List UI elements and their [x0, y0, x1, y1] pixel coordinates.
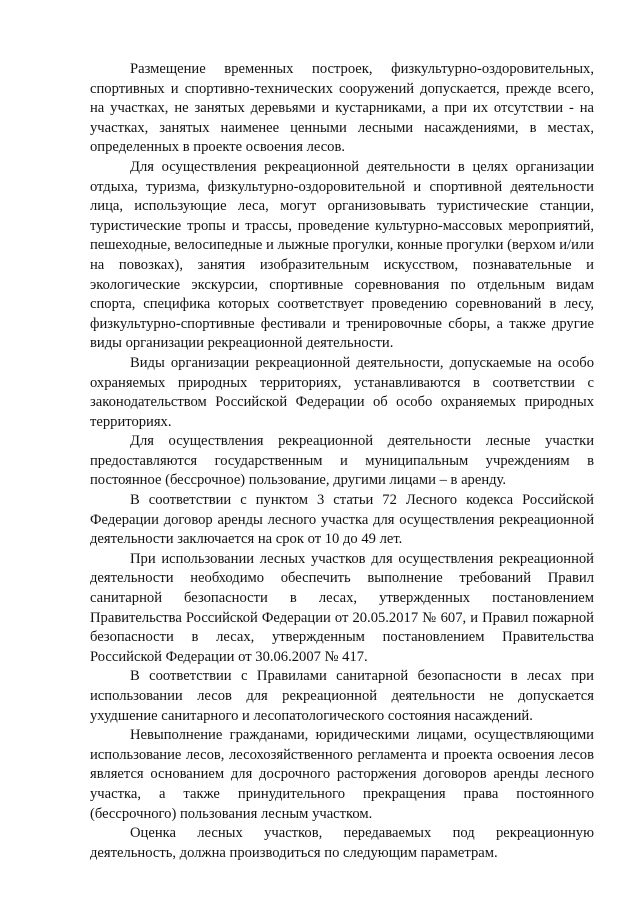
- paragraph-lease-term: В соответствии с пунктом 3 статьи 72 Лесного кодекса Российской Федерации договор аренды лесного участка для осуществления рекреационной деятельности заключается на срок от 10 до 49 лет.: [90, 492, 594, 548]
- paragraph-temporary-structures: Размещение временных построек, физкультурно-оздоровительных, спортивных и спортивно-технических сооружений допускается, прежде всего, на участках, не занятых деревьями и кустарниками, а при их отсутствии - на участках, занятых наименее ценными лесными насаждениями, в местах, определенных в проекте освоения лесов.: [90, 61, 594, 156]
- paragraph-protected-territories: Виды организации рекреационной деятельности, допускаемые на особо охраняемых природных территориях, устанавливаются в соответствии с законодательством Российской Федерации об особо охраняемых природных территориях.: [90, 354, 594, 430]
- document-page: [90, 60, 594, 863]
- paragraph-safety-rules: При использовании лесных участков для осуществления рекреационной деятельности необходимо обеспечить выполнение требований Правил санитарной безопасности в лесах, утвержденных постановлением Правительства Российской Федерации от 20.05.2017 № 607, и Правил пожарной безопасности в лесах, утвержденным постановлением Правительства Российской Федерации от 30.06.2007 № 417.: [90, 550, 594, 665]
- paragraph-assessment-parameters: Оценка лесных участков, передаваемых под рекреационную деятельность, должна производиться по следующим параметрам.: [90, 825, 594, 861]
- paragraph-land-provision: Для осуществления рекреационной деятельности лесные участки предоставляются государственным и муниципальным учреждениям в постоянное (бессрочное) пользование, другими лицами – в аренду.: [90, 433, 594, 489]
- paragraph-recreation-activities: Для осуществления рекреационной деятельности в целях организации отдыха, туризма, физкультурно-оздоровительной и спортивной деятельности лица, использующие леса, могут организовывать туристические станции, туристические тропы и трассы, проведение культурно-массовых мероприятий, пешеходные, велосипедные и лыжные прогулки, конные прогулки (верхом и/или на повозках), занятия изобразительным искусством, познавательные и экологические экскурсии, спортивные соревнования по отдельным видам спорта, специфика которых соответствует проведению соревнований в лесу, физкультурно-спортивные фестивали и тренировочные сборы, а также другие виды организации рекреационной деятельности.: [90, 158, 594, 352]
- paragraph-sanitary-condition: В соответствии с Правилами санитарной безопасности в лесах при использовании лесов для рекреационной деятельности не допускается ухудшение санитарного и лесопатологического состояния насаждений.: [90, 668, 594, 724]
- paragraph-termination-grounds: Невыполнение гражданами, юридическими лицами, осуществляющими использование лесов, лесохозяйственного регламента и проекта освоения лесов является основанием для досрочного расторжения договоров аренды лесного участка, а также принудительного прекращения права постоянного (бессрочного) пользования лесным участком.: [90, 727, 594, 822]
